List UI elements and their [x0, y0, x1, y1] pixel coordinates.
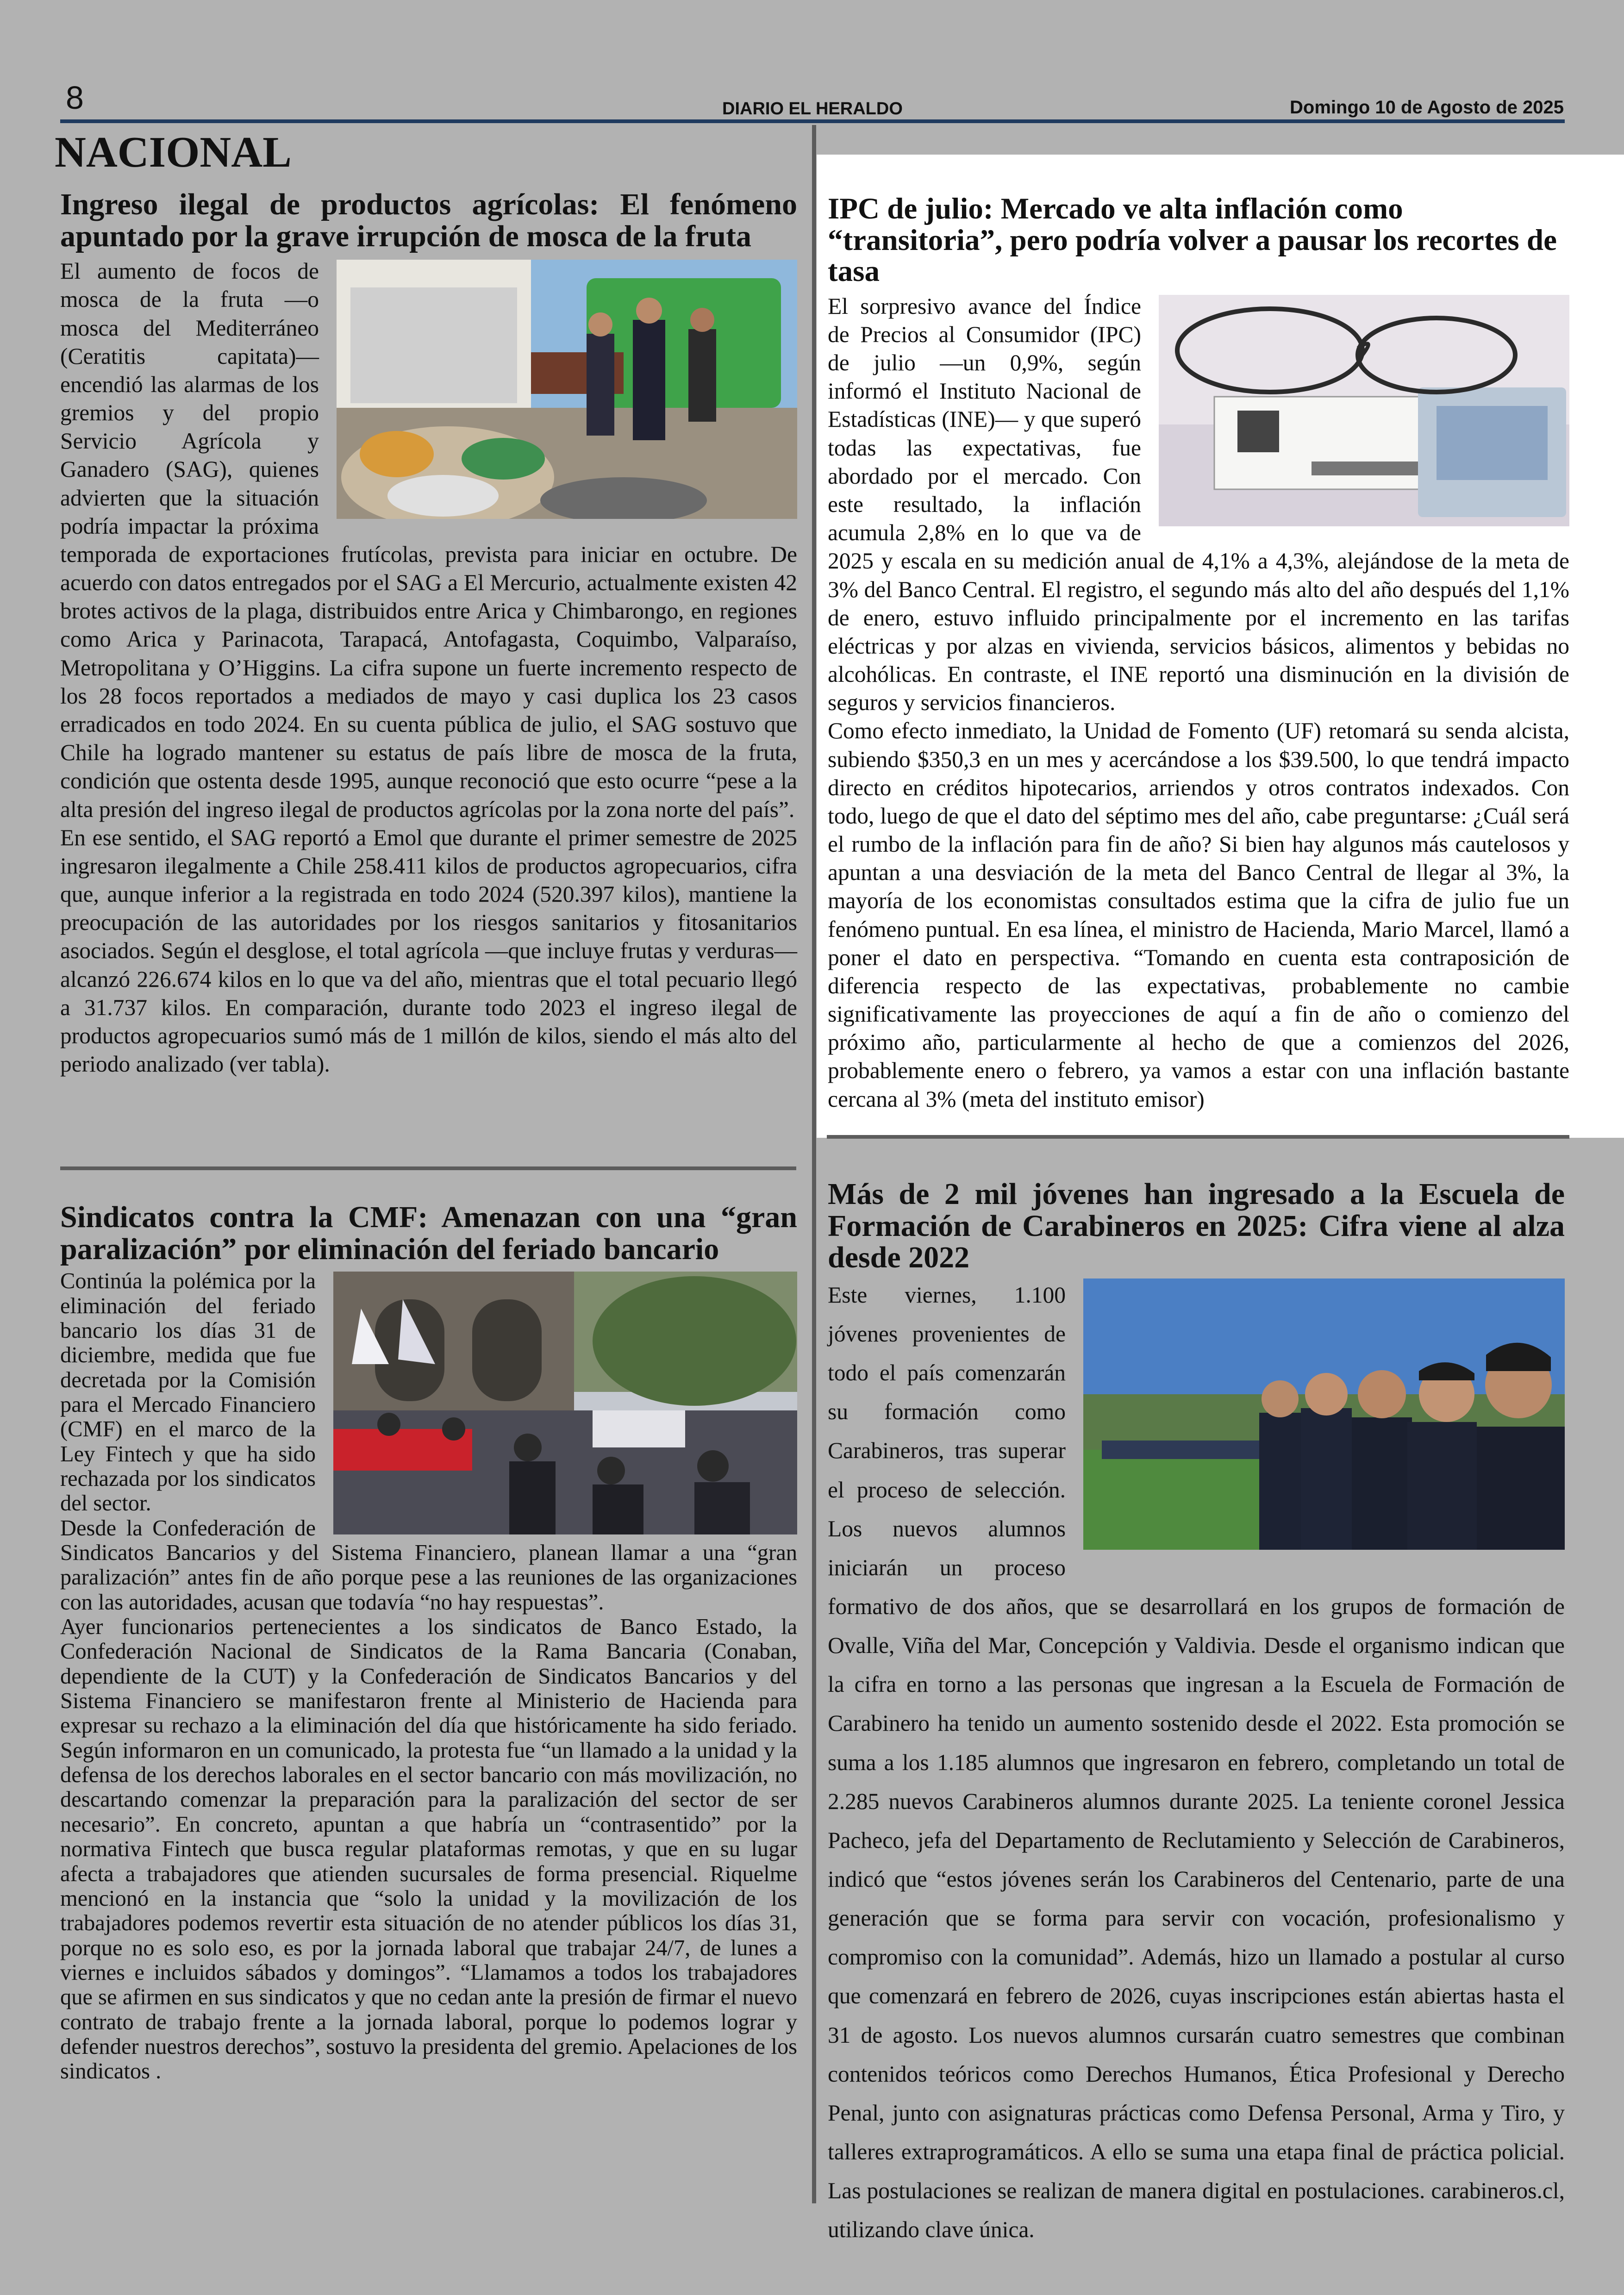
article-headline: IPC de julio: Mercado ve alta inflación como “transitoria”, pero podría volver a pausar los recortes de tasa: [828, 192, 1557, 288]
article-headline: Sindicatos contra la CMF: Amenazan con una “gran paralización” por eliminación del feriado bancario: [60, 1200, 797, 1266]
article-cmf: [60, 1202, 797, 2084]
article-photo: [337, 260, 797, 519]
article-paragraph: El aumento de focos de mosca de la fruta —o mosca del Mediterráneo (Ceratitis capitata)— encendió las alarmas de los gremios y del propio Servicio Agrícola y Ganadero (SAG), quienes advierten que la situación podría impactar la próxima temporada de exportaciones frutícolas, prevista para iniciar en octubre. De acuerdo con datos entregados por el SAG a El Mercurio, actualmente existen 42 brotes activos de la plaga, distribuidos entre Arica y Chimbarongo, en regiones como Arica y Parinacota, Tarapacá, Antofagasta, Coquimbo, Valparaíso, Metropolitana y O’Higgins. La cifra supone un fuerte incremento respecto de los 28 focos reportados a mediados de mayo y casi duplica los 23 casos erradicados en todo 2024. En su cuenta pública de julio, el SAG sostuvo que Chile ha logrado mantener su estatus de país libre de mosca de la fruta, condición que ostenta desde 1995, aunque reconoció que esto ocurre “pese a la alta presión del ingreso ilegal de productos agrícolas por la zona norte del país”.: [60, 258, 797, 822]
article-fruit-fly: [60, 189, 797, 1078]
article-headline: Más de 2 mil jóvenes han ingresado a la Escuela de Formación de Carabineros en 2025: Cifra viene al alza desde 2022: [828, 1177, 1565, 1275]
article-paragraph: Ayer funcionarios pertenecientes a los sindicatos de Banco Estado, la Confederación Nacional de Sindicatos de la Rama Bancaria (Conaban, dependiente de la CUT) y la Confederación de Sindicatos Bancarios y del Sistema Financiero se manifestaron frente al Ministerio de Hacienda para expresar su rechazo a la eliminación del día que históricamente ha sido feriado. Según informaron en un comunicado, la protesta fue “un llamado a la unidad y la defensa de los derechos laborales en el sector bancario con más movilización, no descartando comenzar la preparación para la paralización del sector de ser necesario”. En concreto, apuntan a que habría un “contrasentido” por la normativa Fintech que busca regular plataformas remotas, y que en su lugar afecta a trabajadores que atienden sucursales de forma presencial. Riquelme mencionó en la instancia que “solo la unidad y la movilización de los trabajadores podemos revertir esta situación de no atender públicos los días 31, porque no es solo eso, es por la jornada laboral que trabajar 24/7, de lunes a viernes e incluidos sábados y domingos”. “Llamamos a todos los trabajadores que se afirmen en sus sindicatos y que no cedan ante la presión de firmar el nuevo contrato de trabajo frente a la jornada laboral, porque lo podemos lograr y defender nuestros derechos”, sostuvo la presidenta del gremio. Apelaciones de los sindicatos .: [60, 1615, 797, 2084]
article-paragraph: Continúa la polémica por la eliminación del feriado bancario los días 31 de diciembre, medida que fue decretada por la Comisión para el Mercado Financiero (CMF) en el marco de la Ley Fintech y que ha sido rechazada por los sindicatos del sector.: [60, 1269, 316, 1516]
column-divider: [812, 125, 816, 2203]
article-ipc: [828, 193, 1569, 1113]
article-divider-left: [60, 1166, 796, 1170]
page-number: 8: [66, 80, 84, 116]
issue-date: Domingo 10 de Agosto de 2025: [1290, 97, 1564, 118]
article-paragraph: Como efecto inmediato, la Unidad de Fomento (UF) retomará su senda alcista, subiendo $350,3 en un mes y acercándose a los $39.500, lo que tendrá impacto directo en créditos hipotecarios, arriendos y otros contratos indexados. Con todo, luego de que el dato del séptimo mes del año, cabe preguntarse: ¿Cuál será el rumbo de la inflación para fin de año? Si bien hay algunos más cautelosos y apuntan a una desviación de la meta del Banco Central de llegar al 3%, la mayoría de los economistas consultados estima que la cifra de julio fue un fenómeno puntual. En esa línea, el ministro de Hacienda, Mario Marcel, llamó a poner el dato en perspectiva. “Tomando en cuenta esta contraposición de diferencia respecto de las expectativas, probablemente no cambie significativamente las proyecciones de aquí a fin de año o comienzo del próximo año, particularmente al hecho de que a comienzos del 2026, probablemente enero o febrero, ya vamos a estar con una inflación bastante cercana al 3% (meta del instituto emisor): [828, 718, 1569, 1112]
header-rule: [60, 119, 1565, 123]
article-photo: [333, 1272, 797, 1534]
newspaper-name: DIARIO EL HERALDO: [722, 99, 903, 118]
article-paragraph: Desde la Confederación de Sindicatos Bancarios y del Sistema Financiero, planean llamar a una “gran paralización” antes fin de año porque pese a las reuniones de las organizaciones con las autoridades, acusan que todavía “no hay respuestas”.: [60, 1515, 797, 1615]
article-divider-right: [827, 1135, 1569, 1139]
article-paragraph: Este viernes, 1.100 jóvenes provenientes de todo el país comenzarán su formación como Carabineros, tras superar el proceso de selección. Los nuevos alumnos iniciarán un proceso formativo de dos años, que se desarrollará en los grupos de formación de Ovalle, Viña del Mar, Concepción y Valdivia. Desde el organismo indican que la cifra en torno a las personas que ingresan a la Escuela de Formación de Carabinero ha tenido un aumento sostenido desde el 2022. Esta promoción se suma a los 1.185 alumnos que ingresaron en febrero, completando un total de 2.285 nuevos Carabineros alumnos durante 2025. La teniente coronel Jessica Pacheco, jefa del Departamento de Reclutamiento y Selección de Carabineros, indicó que “estos jóvenes serán los Carabineros del Centenario, parte de una generación que se forma para servir con vocación, profesionalismo y compromiso con la comunidad”. Además, hizo un llamado a postular al curso que comenzará en febrero de 2026, cuyas inscripciones están abiertas hasta el 31 de agosto. Los nuevos alumnos cursarán cuatro semestres que combinan contenidos teóricos como Derechos Humanos, Ética Profesional y Derecho Penal, junto con asignaturas prácticas como Defensa Personal, Arma y Tiro, y talleres extraprogramáticos. A ello se suma una etapa final de práctica policial. Las postulaciones se realizan de manera digital en postulaciones. carabineros.cl, utilizando clave única.: [828, 1282, 1565, 2243]
article-photo: [1159, 295, 1569, 526]
article-carabineros: [828, 1179, 1565, 2249]
article-paragraph: En ese sentido, el SAG reportó a Emol que durante el primer semestre de 2025 ingresaron ilegalmente a Chile 258.411 kilos de productos agropecuarios, cifra que, aunque inferior a la registrada en todo 2024 (520.397 kilos), mantiene la preocupación de las autoridades por los riesgos sanitarios y fitosanitarios asociados. Según el desglose, el total agrícola —que incluye frutas y verduras— alcanzó 226.674 kilos en lo que va del año, mientras que el total pecuario llegó a 31.737 kilos. En comparación, durante todo 2023 el ingreso ilegal de productos agropecuarios sumó más de 1 millón de kilos, siendo el más alto del periodo analizado (ver tabla).: [60, 824, 797, 1077]
section-title: NACIONAL: [55, 128, 292, 176]
article-headline: Ingreso ilegal de productos agrícolas: El fenómeno apuntado por la grave irrupción de mosca de la fruta: [60, 187, 797, 253]
article-photo: [1083, 1278, 1565, 1550]
article-paragraph: El sorpresivo avance del Índice de Precios al Consumidor (IPC) de julio —un 0,9%, según informó el Instituto Nacional de Estadísticas (INE)— y que superó todas las expectativas, fue abordado por el mercado. Con este resultado, la inflación acumula 2,8% en lo que va de 2025 y escala en su medición anual de 4,1% a 4,3%, alejándose de la meta de 3% del Banco Central. El registro, el segundo más alto del año después del 1,1% de enero, estuvo influido principalmente por el incremento en las tarifas eléctricas y por alzas en vivienda, servicios básicos, alimentos y bebidas no alcohólicas. En contraste, el INE reportó una disminución en la división de seguros y servicios financieros.: [828, 293, 1569, 716]
